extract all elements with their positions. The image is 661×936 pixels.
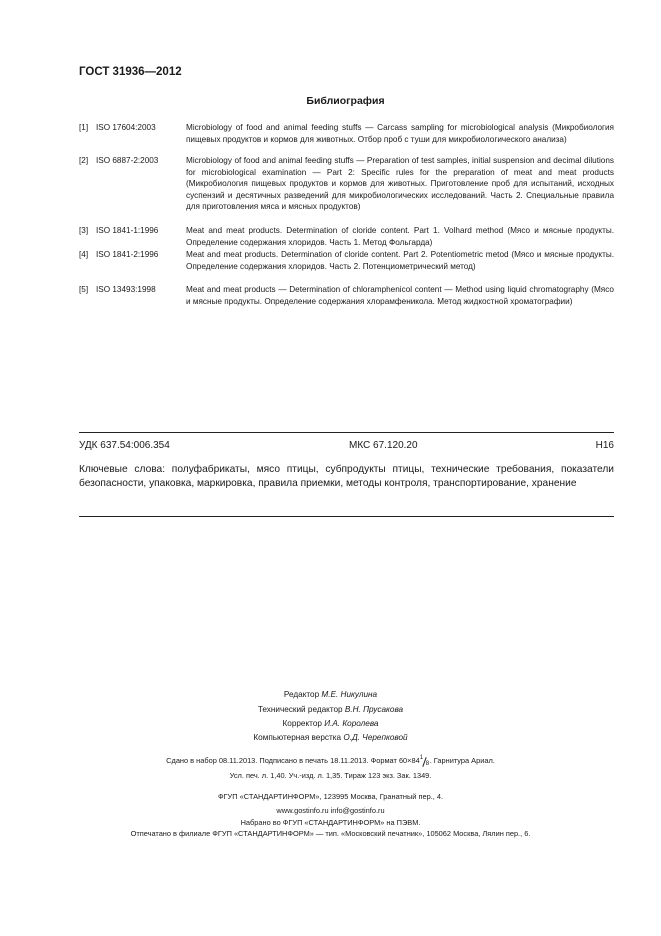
reference-item — [79, 122, 614, 145]
fraction-numerator: 1 — [419, 754, 424, 761]
imprint-printed: Отпечатано в филиале ФГУП «СТАНДАРТИНФОРМ» — тип. «Московский печатник», 105062 Москва, Лялин пер., 6. — [130, 829, 531, 838]
bibliography-title: Библиография — [306, 95, 385, 107]
staff-role: Технический редактор — [257, 705, 343, 714]
reference-number: [3] — [79, 226, 89, 235]
udk-code: УДК 637.54:006.354 — [79, 440, 170, 451]
reference-code: ISO 17604:2003 — [96, 123, 156, 132]
imprint-line: . Гарнитура Ариал. — [429, 756, 495, 765]
staff-name: О.Д. Черепковой — [343, 733, 408, 742]
reference-text: Meat and meat products — Determination of chloramphenicol content — Method using liquid chromatography (Мясо и мясные продукты. Определение содержания хлорамфеникола. Метод жидкостной хроматографии) — [186, 285, 614, 306]
reference-item — [79, 284, 614, 307]
reference-code: ISO 13493:1998 — [96, 285, 156, 294]
staff-role: Редактор — [283, 690, 320, 699]
fraction-denominator: 8 — [425, 760, 430, 767]
reference-text: Microbiology of food and animal feeding stuffs — Carcass sampling for microbiological analysis (Микробиология пищевых продуктов и кормов для животных. Отбор проб с туши для микробиологического анализа) — [186, 123, 614, 144]
reference-number: [2] — [79, 156, 89, 165]
staff-name: И.А. Королева — [324, 719, 379, 728]
reference-number: [5] — [79, 285, 89, 294]
reference-text: Meat and meat products. Determination of cloride content. Part 1. Volhard method (Мясо и мясные продукты. Определение содержания хлоридов. Часть 1. Метод Фольгарда) — [186, 226, 614, 247]
staff-tech-editor — [0, 705, 661, 714]
staff-corrector — [0, 719, 661, 728]
imprint-line: Сдано в набор 08.11.2013. Подписано в печать 18.11.2013. Формат 60×84 — [166, 756, 420, 765]
reference-text: Microbiology of food and animal feeding stuffs — Preparation of test samples, initial suspension and decimal dilutions for microbiological examination — Part 2: Specific rules for the preparation of meat and meat products (Микробиология пищевых продуктов и кормов для животных. Приготовление проб для испытаний, исходных суспензий и десятичных разведений для микробиологических исследований. Часть 2. Специальные правила для приготовления мяса и мясных продуктов) — [186, 156, 614, 212]
reference-item — [79, 155, 614, 213]
imprint-typeset: Набрано во ФГУП «СТАНДАРТИНФОРМ» на ПЭВМ. — [240, 818, 421, 827]
reference-number: [1] — [79, 123, 89, 132]
reference-item — [79, 249, 614, 272]
imprint-print-info — [0, 756, 661, 766]
staff-name: М.Е. Никулина — [321, 690, 378, 699]
imprint-volume-info: Усл. печ. л. 1,40. Уч.-изд. л. 1,35. Тираж 123 экз. Зак. 1349. — [229, 771, 432, 780]
staff-role: Корректор — [282, 719, 322, 728]
reference-code: ISO 1841-1:1996 — [96, 226, 159, 235]
reference-item — [79, 225, 614, 248]
staff-name: В.Н. Прусакова — [344, 705, 404, 714]
reference-code: ISO 6887-2:2003 — [96, 156, 159, 165]
imprint-publisher: ФГУП «СТАНДАРТИНФОРМ», 123995 Москва, Гранатный пер., 4. — [217, 792, 444, 801]
staff-layout — [0, 733, 661, 742]
mks-code: МКС 67.120.20 — [349, 440, 418, 451]
reference-code: ISO 1841-2:1996 — [96, 250, 159, 259]
reference-text: Meat and meat products. Determination of cloride content. Part 2. Potentiometric metod (Мясо и мясные продукты. Определение содержания хлоридов. Часть 2. Потенциометрический метод) — [186, 250, 614, 271]
fraction — [419, 754, 430, 767]
keywords: Ключевые слова: полуфабрикаты, мясо птицы, субпродукты птицы, технические требования, показатели безопасности, упаковка, маркировка, правила приемки, методы контроля, транспортирование, хранение — [79, 464, 614, 489]
standard-number: ГОСТ 31936—2012 — [79, 66, 182, 78]
staff-editor — [0, 690, 661, 699]
divider-line — [79, 516, 614, 517]
group-code: Н16 — [595, 440, 614, 451]
imprint-web: www.gostinfo.ru info@gostinfo.ru — [276, 806, 385, 815]
reference-number: [4] — [79, 250, 89, 259]
staff-role: Компьютерная верстка — [253, 733, 342, 742]
divider-line — [79, 432, 614, 433]
